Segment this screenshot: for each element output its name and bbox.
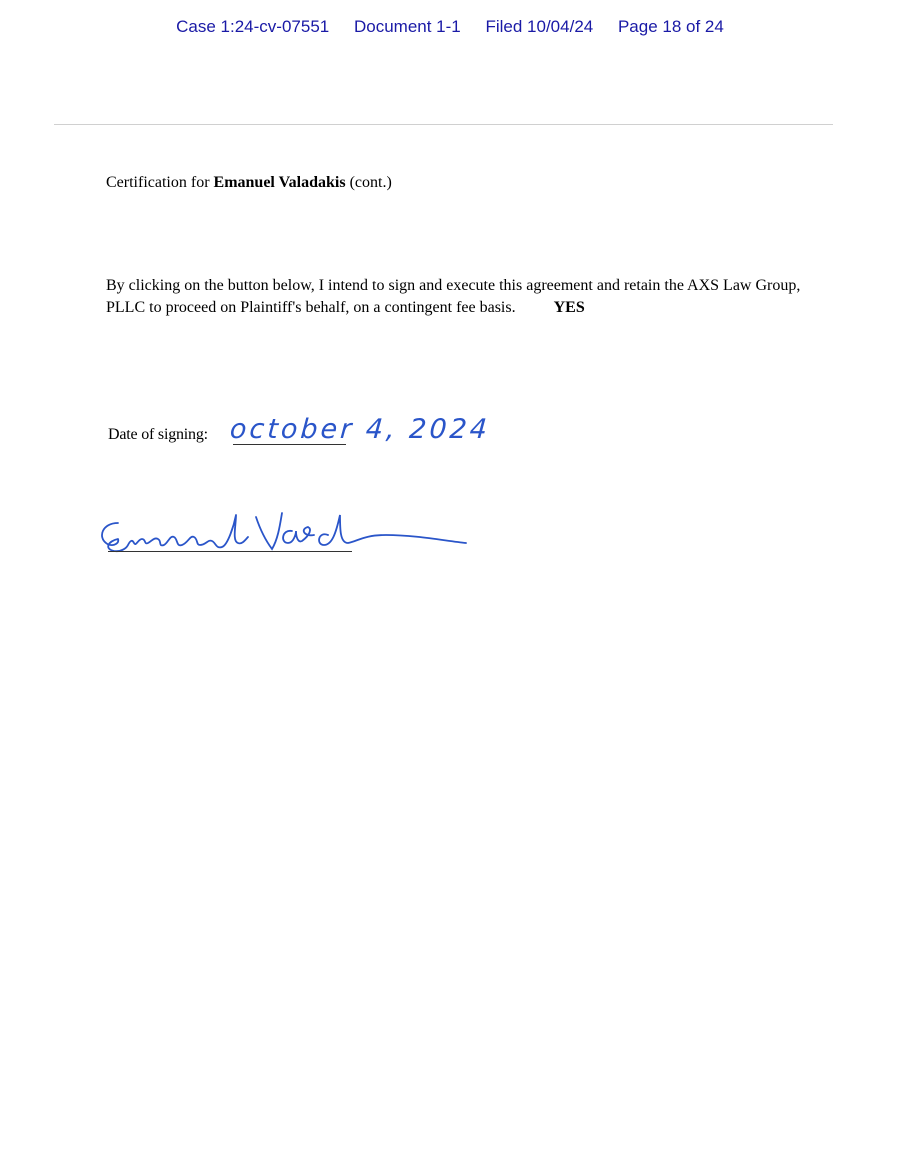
certification-name: Emanuel Valadakis <box>213 174 346 191</box>
agreement-text: By clicking on the button below, I intend to sign and execute this agreement and retain the AXS Law Group, PLLC to proceed on Plaintiff's behalf, on a contingent fee basis. <box>106 277 801 316</box>
signature-drawing <box>96 505 476 565</box>
case-number: Case 1:24-cv-07551 <box>176 17 330 36</box>
handwritten-date <box>230 412 490 456</box>
certification-suffix: (cont.) <box>349 174 392 191</box>
document-number: Document 1-1 <box>353 17 461 36</box>
handwritten-signature <box>96 505 476 565</box>
date-label: Date of signing: <box>108 426 208 443</box>
ecf-header <box>0 17 900 37</box>
agreement-paragraph <box>106 275 806 319</box>
agreement-answer: YES <box>553 299 585 316</box>
header-divider <box>54 124 833 125</box>
certification-prefix: Certification for <box>106 174 210 191</box>
signature-underline <box>108 551 352 552</box>
page-number: Page 18 of 24 <box>617 17 724 36</box>
handwritten-date-text: october 4, 2024 <box>228 414 492 445</box>
certification-heading <box>106 174 392 192</box>
date-of-signing <box>108 412 492 452</box>
filed-date: Filed 10/04/24 <box>485 17 594 36</box>
